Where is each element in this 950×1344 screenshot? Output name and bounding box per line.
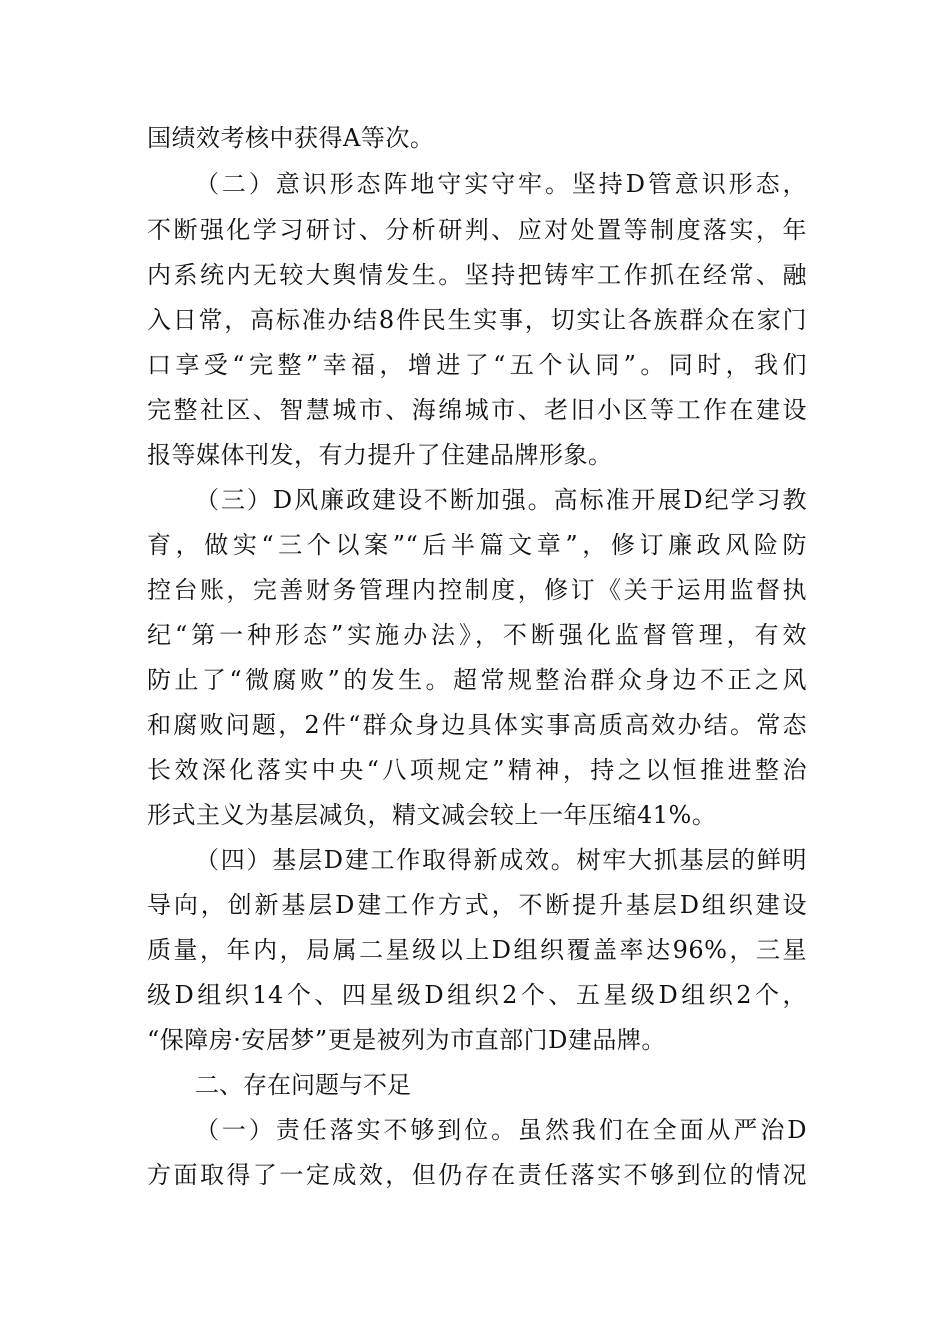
- text-line: 方面取得了一定成效，但仍存在责任落实不够到位的情况: [147, 1161, 807, 1189]
- section-3-heading-line: （三）D风廉政建设不断加强。高标准开展D纪学习教: [195, 486, 807, 514]
- text-line: 形式主义为基层减负，精文减会较上一年压缩41%。: [147, 801, 717, 829]
- text-line: 防止了“微腐败”的发生。超常规整治群众身边不正之风: [147, 666, 807, 694]
- text-line: 不断强化学习研讨、分析研判、应对处置等制度落实，年: [147, 216, 807, 244]
- section-2-heading-line: （二）意识形态阵地守实守牢。坚持D管意识形态，: [195, 170, 807, 198]
- text-line: 级D组织14个、四星级D组织2个、五星级D组织2个，: [147, 981, 807, 1009]
- text-line: 质量，年内，局属二星级以上D组织覆盖率达96%，三星: [147, 936, 807, 964]
- text-line: 完整社区、智慧城市、海绵城市、老旧小区等工作在建设: [147, 396, 807, 424]
- text-line: 育，做实“三个以案”“后半篇文章”，修订廉政风险防: [147, 531, 807, 559]
- text-line: 纪“第一种形态”实施办法》，不断强化监督管理，有效: [147, 621, 807, 649]
- text-line: 内系统内无较大舆情发生。坚持把铸牢工作抓在经常、融: [147, 261, 807, 289]
- text-line: 报等媒体刊发，有力提升了住建品牌形象。: [147, 441, 613, 469]
- subsection-1-heading-line: （一）责任落实不够到位。虽然我们在全面从严治D: [195, 1116, 807, 1144]
- text-line: 导向，创新基层D建工作方式，不断提升基层D组织建设: [147, 891, 807, 919]
- text-line: 和腐败问题，2件“群众身边具体实事高质高效办结。常态: [147, 711, 807, 739]
- text-line: 国绩效考核中获得A等次。: [147, 124, 435, 152]
- text-line: 控台账，完善财务管理内控制度，修订《关于运用监督执: [147, 576, 807, 604]
- text-line: “保障房·安居梦”更是被列为市直部门D建品牌。: [147, 1026, 666, 1054]
- chapter-heading: 二、存在问题与不足: [195, 1071, 411, 1099]
- section-4-heading-line: （四）基层D建工作取得新成效。树牢大抓基层的鲜明: [195, 846, 807, 874]
- text-line: 口享受“完整”幸福，增进了“五个认同”。同时，我们: [147, 351, 807, 379]
- text-line: 长效深化落实中央“八项规定”精神，持之以恒推进整治: [147, 756, 807, 784]
- text-line: 入日常，高标准办结8件民生实事，切实让各族群众在家门: [147, 306, 807, 334]
